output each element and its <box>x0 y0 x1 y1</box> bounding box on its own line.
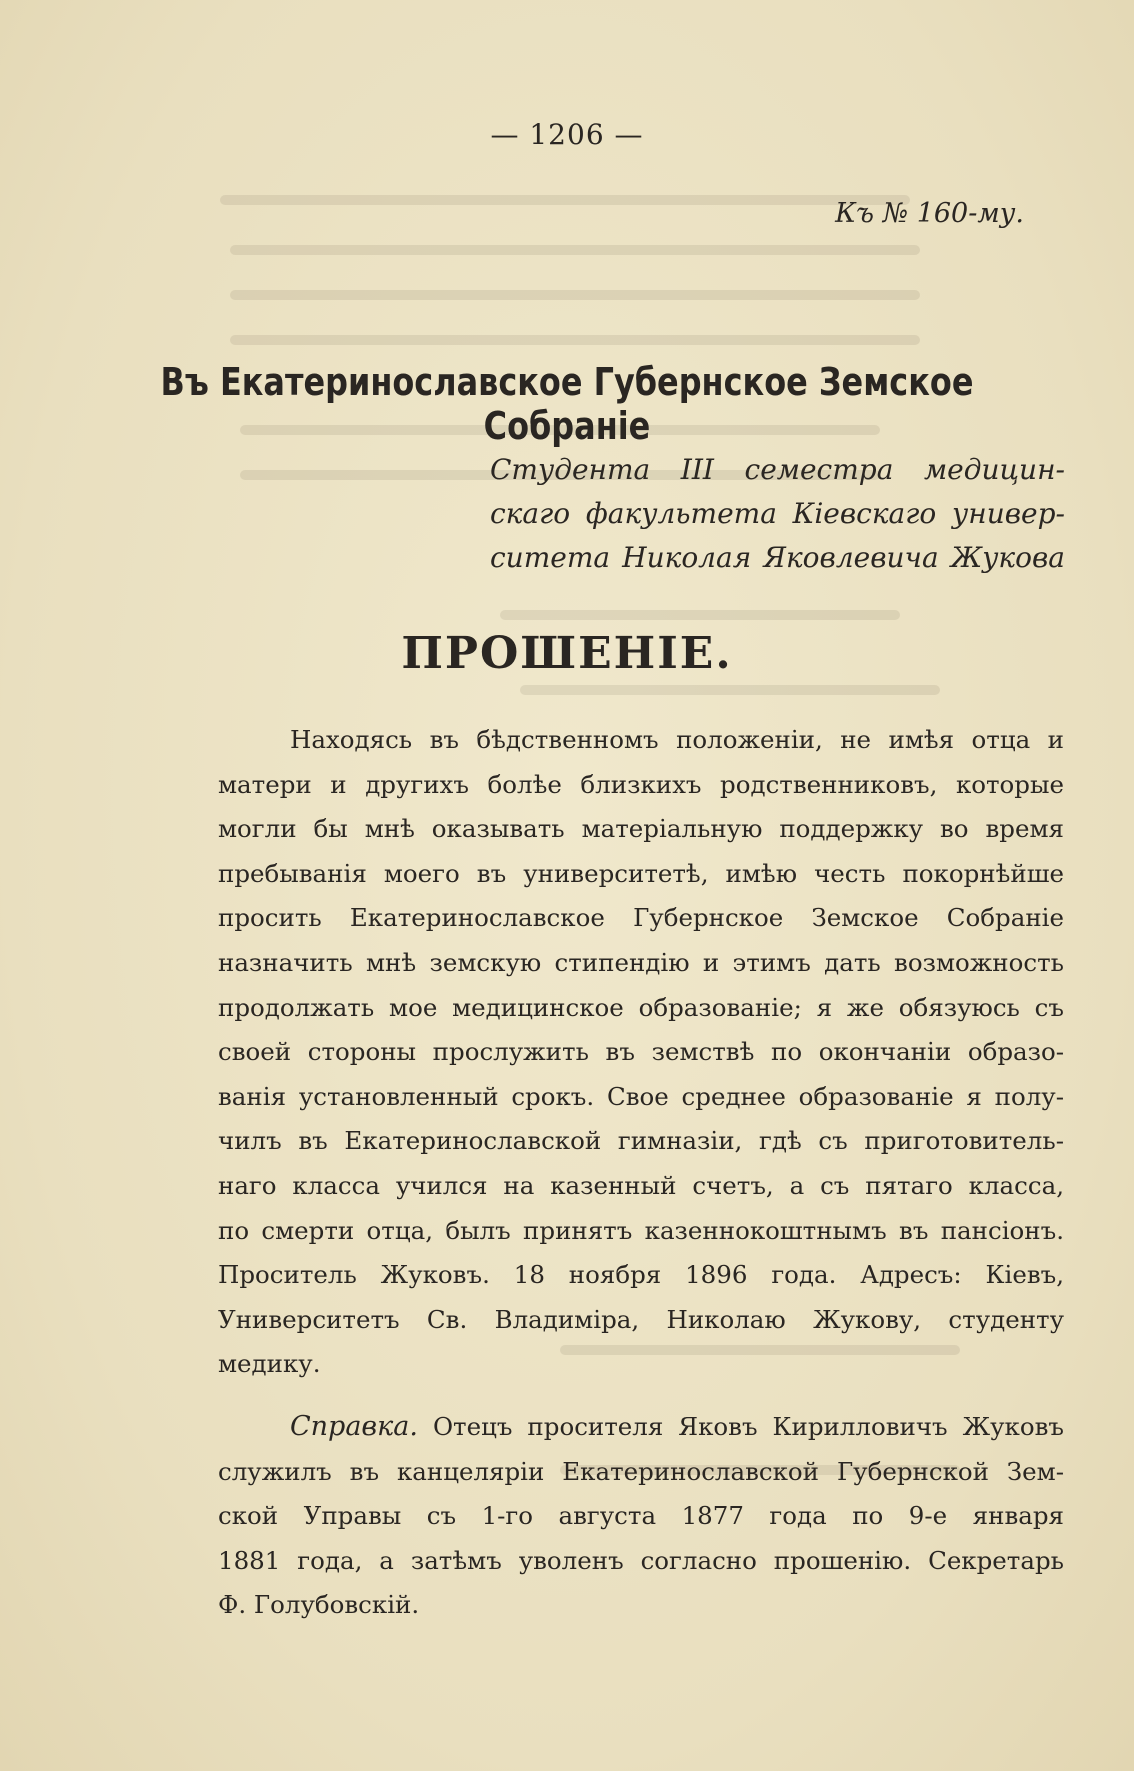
body-line: пребыванія моего въ университетѣ, имѣю честь покорнѣйше <box>218 858 1064 888</box>
body-line: наго класса учился на казенный счетъ, а съ пятаго класса, <box>218 1170 1064 1200</box>
petition-body <box>218 718 1064 1387</box>
reference-label: Справка. <box>290 1411 418 1442</box>
reference-first-line <box>218 1405 1064 1450</box>
petitioner-line: Студента III семестра медицин- <box>490 453 1065 486</box>
body-line: просить Екатеринославское Губернское Земское Собраніе <box>218 903 1064 933</box>
body-line: чилъ въ Екатеринославской гимназіи, гдѣ съ приготовитель- <box>218 1126 1064 1156</box>
body-line: своей стороны прослужить въ земствѣ по окончаніи образо- <box>218 1037 1064 1067</box>
body-line: Находясь въ бѣдственномъ положеніи, не имѣя отца и <box>290 725 1064 754</box>
body-line: назначить мнѣ земскую стипендію и этимъ дать возможность <box>218 947 1064 977</box>
body-line: могли бы мнѣ оказывать матеріальную поддержку во время <box>218 814 1064 844</box>
petitioner-block <box>490 448 1065 580</box>
reference-block <box>218 1405 1064 1628</box>
body-line: по смерти отца, былъ принятъ казеннокоштнымъ въ пансіонъ. <box>218 1215 1064 1245</box>
petitioner-line: скаго факультета Кіевскаго универ- <box>490 497 1065 530</box>
body-line: медику. <box>218 1349 321 1379</box>
reference-line: Ф. Голубовскій. <box>218 1590 420 1620</box>
body-line: ванія установленный срокъ. Свое среднее образованіе я полу- <box>218 1081 1064 1111</box>
addressee-heading: Въ Екатеринославское Губернское Земское Собраніе <box>160 360 974 448</box>
reference-line: ской Управы съ 1-го августа 1877 года по 9-е января <box>218 1501 1064 1531</box>
petitioner-line: ситета Николая Яковлевича Жукова <box>490 541 1065 574</box>
body-line: продолжать мое медицинское образованіе; я же обязуюсь съ <box>218 992 1064 1022</box>
reference-line: 1881 года, а затѣмъ уволенъ согласно прошенію. Секретарь <box>218 1545 1064 1575</box>
reference-first-line-text: Отецъ просителя Яковъ Кирилловичъ Жуковъ <box>432 1412 1064 1441</box>
body-line: матери и другихъ болѣе близкихъ родственниковъ, которые <box>218 769 1064 799</box>
document-title: ПРОШЕНІЕ. <box>401 628 733 679</box>
body-line: Университетъ Св. Владиміра, Николаю Жукову, студенту <box>218 1304 1064 1334</box>
page-number: — 1206 — <box>490 118 644 151</box>
reference-note: Къ № 160-му. <box>835 198 1024 229</box>
reference-line: служилъ въ канцеляріи Екатеринославской Губернской Зем- <box>218 1456 1064 1486</box>
body-line: Проситель Жуковъ. 18 ноября 1896 года. Адресъ: Кіевъ, <box>218 1260 1064 1290</box>
